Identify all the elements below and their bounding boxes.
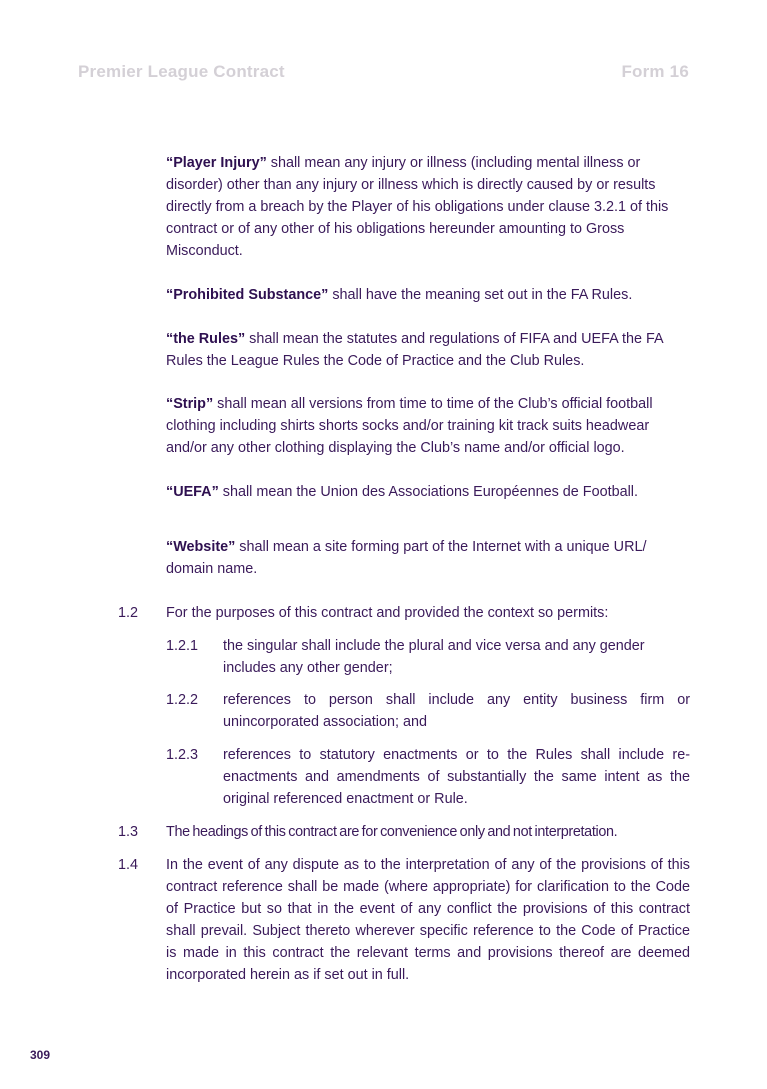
subclause-text: references to person shall include any entity business firm or unincorporated association; and [223,692,690,730]
definition-player-injury [166,152,690,262]
subclause-number: 1.2.1 [166,638,199,654]
definition-term: “UEFA” [166,484,219,500]
subclause-number: 1.2.3 [166,747,199,763]
definition-prohibited-substance [166,284,690,306]
clause-text: The headings of this contract are for convenience only and not interpretation. [166,824,618,840]
definition-text: shall mean all versions from time to time of the Club’s official football clothing including shirts shorts socks and/or training kit track suits headwear and/or any other clothing displaying the Club’s name and/or official logo. [166,396,653,456]
definition-the-rules [166,328,690,372]
definition-text: shall mean any injury or illness (including mental illness or disorder) other than any injury or illness which is directly caused by or results directly from a breach by the Player of his obligations under clause 3.2.1 of this contract or of any other of his obligations hereunder amounting to Gross Misconduct. [166,155,669,259]
clause-text: In the event of any dispute as to the interpretation of any of the provisions of this contract reference shall be made (where appropriate) for clarification to the Code of Practice but so that in the event of any conflict the provisions of this contract shall prevail. Subject thereto wherever specific reference to the Code of Practice is made in this contract the relevant terms and provisions thereof are deemed incorporated herein as if set out in full. [166,857,690,983]
clause-number: 1.2 [118,605,139,621]
definition-text: shall mean the Union des Associations Européennes de Football. [218,484,638,500]
definition-website [166,536,690,580]
definition-text: shall have the meaning set out in the FA Rules. [328,287,633,303]
running-header-form: Form 16 [621,62,689,81]
definition-term: “the Rules” [166,331,246,347]
definition-term: “Prohibited Substance” [166,287,329,303]
definition-strip [166,393,690,459]
clause-number: 1.4 [118,857,139,873]
definition-text: shall mean the statutes and regulations of FIFA and UEFA the FA Rules the League Rules the Code of Practice and the Club Rules. [166,331,663,369]
definition-uefa [166,481,690,503]
definition-text: shall mean a site forming part of the Internet with a unique URL/ domain name. [166,539,647,577]
subclause-text: the singular shall include the plural and vice versa and any gender includes any other gender; [223,638,645,676]
clause-text: For the purposes of this contract and provided the context so permits: [166,605,609,621]
subclause-number: 1.2.2 [166,692,199,708]
definition-term: “Player Injury” [166,155,267,171]
running-header-title: Premier League Contract [78,62,285,81]
subclause-text: references to statutory enactments or to the Rules shall include re-enactments and amendments of substantially the same intent as the original referenced enactment or Rule. [223,747,690,807]
clause-number: 1.3 [118,824,139,840]
page-number: 309 [30,1048,51,1062]
definition-term: “Website” [166,539,236,555]
definition-term: “Strip” [166,396,214,412]
